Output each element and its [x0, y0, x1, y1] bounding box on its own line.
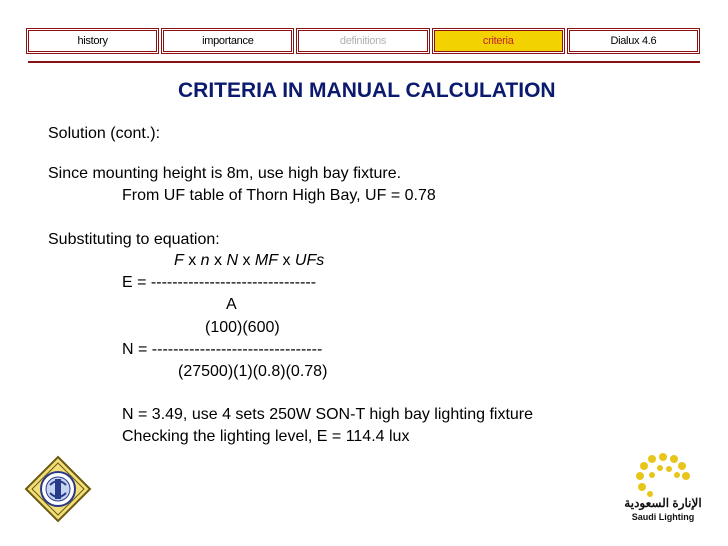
tab-history[interactable]: history	[28, 30, 157, 52]
equation-2-denominator: (27500)(1)(0.8)(0.78)	[178, 363, 328, 380]
times-3: x	[238, 252, 255, 269]
times-2: x	[209, 252, 227, 269]
equation-numerator	[174, 251, 324, 271]
logo-english-text: Saudi Lighting	[631, 512, 695, 522]
saudi-lighting-logo	[622, 449, 704, 523]
times-1: x	[183, 252, 201, 269]
var-UFs: UFs	[294, 252, 325, 269]
var-n: n	[200, 252, 210, 269]
logo-arabic-text: الإنارة السعودية	[624, 496, 702, 510]
uf-text: From UF table of Thorn High Bay, UF = 0.78	[122, 187, 436, 204]
tab-importance[interactable]: importance	[163, 30, 292, 52]
times-4: x	[278, 252, 295, 269]
header-divider	[28, 61, 700, 63]
var-MF: MF	[254, 252, 279, 269]
var-F: F	[174, 252, 184, 269]
equation-2-line: N = --------------------------------	[122, 341, 323, 358]
var-N: N	[226, 252, 239, 269]
tab-criteria[interactable]: criteria	[434, 30, 563, 52]
substitution-text: Substituting to equation:	[48, 231, 220, 248]
equation-2-numerator: (100)(600)	[205, 319, 280, 336]
check-text: Checking the lighting level, E = 114.4 lux	[122, 428, 410, 445]
tab-definitions[interactable]: definitions	[298, 30, 427, 52]
slide-title: CRITERIA IN MANUAL CALCULATION	[178, 79, 556, 102]
top-nav	[28, 28, 698, 54]
mounting-text: Since mounting height is 8m, use high bay fixture.	[48, 165, 402, 182]
equation-1-denominator: A	[226, 296, 237, 313]
institute-seal-logo	[24, 455, 92, 523]
solution-heading: Solution (cont.):	[48, 125, 161, 142]
result-text: N = 3.49, use 4 sets 250W SON-T high bay lighting fixture	[122, 406, 534, 423]
tab-dialux[interactable]: Dialux 4.6	[569, 30, 698, 52]
equation-1-line: E = -------------------------------	[122, 274, 317, 291]
